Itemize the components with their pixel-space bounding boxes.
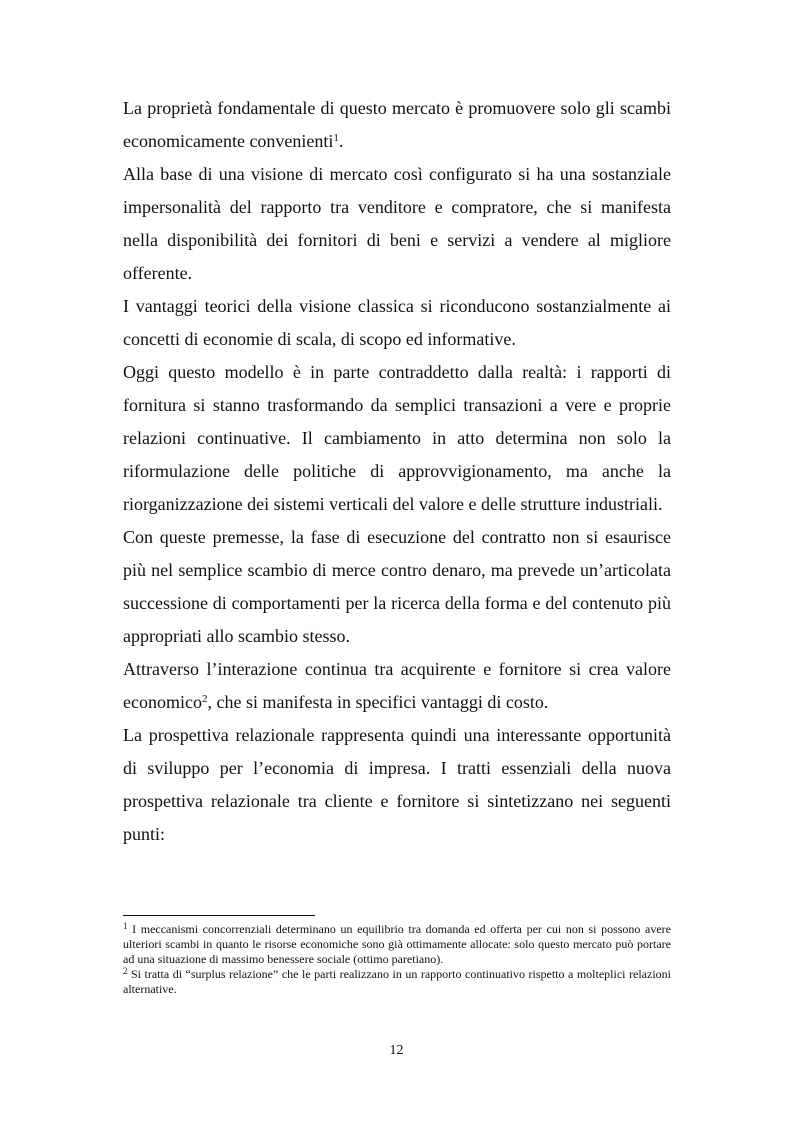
footnote-text: Si tratta di “surplus relazione” che le parti realizzano in un rapporto continuativo rispetto a molteplici relazioni alternative. [123, 967, 671, 996]
paragraph-3: I vantaggi teorici della visione classica si riconducono sostanzialmente ai concetti di economie di scala, di scopo ed informative. [123, 296, 671, 349]
paragraph-1 [123, 92, 671, 158]
footnote-mark-1: 1 [123, 921, 128, 931]
paragraph-text-end: . [338, 131, 344, 151]
footnote-separator [123, 915, 315, 916]
paragraph-6 [123, 653, 671, 719]
footnote-mark-2: 2 [123, 966, 128, 976]
footnote-2 [123, 967, 671, 997]
footnote-text: I meccanismi concorrenziali determinano un equilibrio tra domanda ed offerta per cui non si possono avere ulteriori scambi in quanto le risorse economiche sono già ottimamente allocate: solo questo mercato può portare ad una situazione di massimo benessere sociale (ottimo paretiano). [123, 922, 671, 966]
body-text [123, 92, 671, 851]
paragraph-text: Attraverso l’interazione continua tra acquirente e fornitore si crea valore economico [123, 659, 671, 712]
footnotes [123, 922, 671, 997]
paragraph-5: Con queste premesse, la fase di esecuzione del contratto non si esaurisce più nel semplice scambio di merce contro denaro, ma prevede un’articolata successione di comportamenti per la ricerca della forma e del contenuto più appropriati allo scambio stesso. [123, 527, 671, 646]
footnote-1 [123, 922, 671, 967]
paragraph-text: La proprietà fondamentale di questo mercato è promuovere solo gli scambi economicamente convenienti [123, 98, 671, 151]
paragraph-4: Oggi questo modello è in parte contraddetto dalla realtà: i rapporti di fornitura si stanno trasformando da semplici transazioni a vere e proprie relazioni continuative. Il cambiamento in atto determina non solo la riformulazione delle politiche di approvvigionamento, ma anche la riorganizzazione dei sistemi verticali del valore e delle strutture industriali. [123, 362, 671, 514]
footnote-ref-1: 1 [333, 132, 339, 144]
footnote-ref-2: 2 [201, 693, 208, 705]
page-number: 12 [389, 1043, 404, 1058]
paragraph-7: La prospettiva relazionale rappresenta quindi una interessante opportunità di sviluppo per l’economia di impresa. I tratti essenziali della nuova prospettiva relazionale tra cliente e fornitore si sintetizzano nei seguenti punti: [123, 725, 671, 844]
paragraph-2: Alla base di una visione di mercato così configurato si ha una sostanziale impersonalità del rapporto tra venditore e compratore, che si manifesta nella disponibilità dei fornitori di beni e servizi a vendere al migliore offerente. [123, 164, 671, 283]
paragraph-text-end: , che si manifesta in specifici vantaggi di costo. [207, 692, 549, 712]
